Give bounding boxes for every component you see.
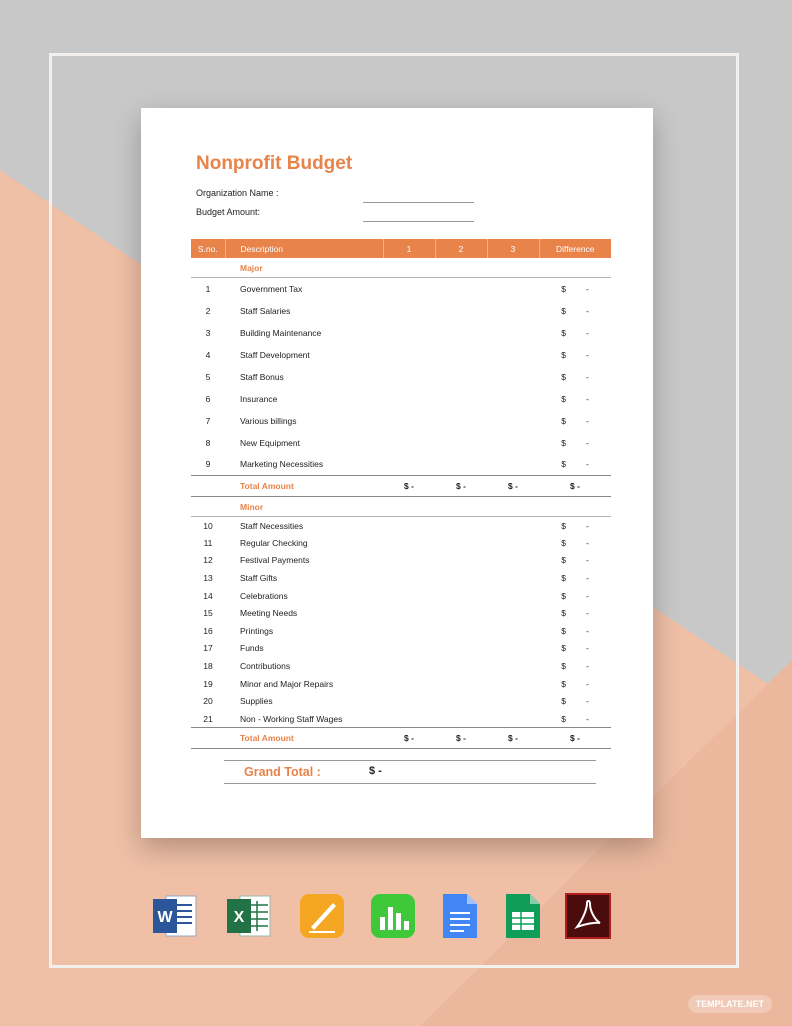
section-empty-cell [539, 497, 611, 517]
row-description: Staff Salaries [240, 305, 291, 316]
row-empty-cell [487, 300, 539, 322]
row-number: 4 [205, 349, 211, 360]
table-row [191, 604, 611, 622]
row-empty-cell [487, 640, 539, 658]
row-number: 10 [203, 520, 213, 531]
organization-name-line [363, 202, 474, 203]
table-row [191, 675, 611, 693]
grand-total-label: Grand Total : [244, 765, 321, 779]
row-empty-cell [383, 675, 435, 693]
row-description: Festival Payments [240, 555, 310, 566]
header-col-3: 3 [487, 239, 539, 258]
difference-dollar: $ [561, 537, 566, 548]
difference-dollar: $ [561, 555, 566, 566]
difference-dash: - [585, 573, 589, 584]
row-description: Meeting Needs [240, 608, 298, 619]
table-row [191, 322, 611, 344]
row-difference [539, 622, 611, 640]
svg-text:W: W [157, 909, 173, 926]
difference-dash: - [585, 305, 589, 316]
total-col-2: $ - [435, 476, 487, 497]
row-description: Non - Working Staff Wages [240, 713, 343, 724]
row-empty-cell [487, 454, 539, 476]
row-empty-cell [487, 322, 539, 344]
difference-dollar: $ [561, 393, 566, 404]
row-empty-cell [383, 454, 435, 476]
row-description: Supplies [240, 696, 273, 707]
row-number: 1 [205, 283, 211, 294]
table-row [191, 344, 611, 366]
table-row [191, 454, 611, 476]
table-row [191, 710, 611, 728]
row-difference [539, 552, 611, 570]
row-empty-cell [435, 534, 487, 552]
row-description: Regular Checking [240, 537, 308, 548]
row-description: Staff Necessities [240, 520, 304, 531]
row-description: Printings [240, 625, 274, 636]
row-empty-cell [487, 366, 539, 388]
section-empty-cell [487, 497, 539, 517]
total-spacer [191, 476, 225, 497]
difference-dollar: $ [561, 415, 566, 426]
row-number: 12 [203, 555, 213, 566]
row-empty-cell [487, 604, 539, 622]
row-empty-cell [383, 300, 435, 322]
row-difference [539, 432, 611, 454]
table-row [191, 552, 611, 570]
excel-icon[interactable] [226, 893, 272, 939]
row-difference [539, 534, 611, 552]
row-empty-cell [383, 344, 435, 366]
row-difference [539, 692, 611, 710]
section-empty-cell [383, 258, 435, 278]
row-empty-cell [487, 710, 539, 728]
header-description: Description [225, 239, 383, 258]
table-row [191, 300, 611, 322]
difference-dash: - [585, 520, 589, 531]
difference-dollar: $ [561, 696, 566, 707]
row-description: Funds [240, 643, 264, 654]
row-difference [539, 710, 611, 728]
total-col-1: $ - [383, 728, 435, 749]
acrobat-icon[interactable] [565, 893, 611, 939]
row-difference [539, 587, 611, 605]
header-sno: S.no. [191, 239, 225, 258]
row-empty-cell [383, 278, 435, 300]
table-header-row [191, 239, 611, 258]
row-difference [539, 604, 611, 622]
table-row [191, 640, 611, 658]
table-row [191, 366, 611, 388]
row-number: 3 [205, 327, 211, 338]
budget-table [191, 239, 611, 749]
row-description: Staff Bonus [240, 371, 284, 382]
row-empty-cell [383, 640, 435, 658]
app-icon-row [0, 893, 792, 943]
row-empty-cell [487, 622, 539, 640]
row-empty-cell [383, 604, 435, 622]
row-empty-cell [487, 344, 539, 366]
difference-dollar: $ [561, 661, 566, 672]
difference-dollar: $ [561, 520, 566, 531]
header-difference: Difference [539, 239, 611, 258]
row-empty-cell [435, 587, 487, 605]
row-difference [539, 366, 611, 388]
difference-dollar: $ [561, 371, 566, 382]
total-difference: $ - [539, 728, 611, 749]
row-empty-cell [435, 640, 487, 658]
document-page [141, 108, 653, 838]
row-empty-cell [435, 322, 487, 344]
table-row [191, 278, 611, 300]
section-empty-cell [539, 258, 611, 278]
row-description: Staff Gifts [240, 573, 278, 584]
google-docs-icon[interactable] [437, 893, 483, 939]
difference-dollar: $ [561, 349, 566, 360]
difference-dash: - [585, 713, 589, 724]
table-row [191, 517, 611, 535]
row-empty-cell [383, 432, 435, 454]
row-description: Contributions [240, 661, 291, 672]
budget-amount-label: Budget Amount: [196, 207, 261, 217]
row-number: 17 [203, 643, 213, 654]
row-difference [539, 410, 611, 432]
grand-total-row [224, 760, 596, 784]
row-number: 18 [203, 661, 213, 672]
difference-dollar: $ [561, 608, 566, 619]
difference-dash: - [585, 437, 589, 448]
difference-dash: - [585, 371, 589, 382]
pages-icon[interactable] [299, 893, 345, 939]
difference-dollar: $ [561, 713, 566, 724]
difference-dash: - [585, 459, 589, 470]
row-description: Minor and Major Repairs [240, 678, 334, 689]
row-difference [539, 388, 611, 410]
difference-dollar: $ [561, 327, 566, 338]
row-empty-cell [383, 322, 435, 344]
row-empty-cell [383, 552, 435, 570]
total-col-3: $ - [487, 728, 539, 749]
table-row [191, 622, 611, 640]
row-difference [539, 300, 611, 322]
row-description: Government Tax [240, 283, 303, 294]
section-spacer [191, 258, 225, 278]
document-title: Nonprofit Budget [196, 153, 353, 174]
table-row [191, 410, 611, 432]
row-empty-cell [435, 675, 487, 693]
difference-dash: - [585, 349, 589, 360]
row-empty-cell [435, 300, 487, 322]
difference-dash: - [585, 555, 589, 566]
row-empty-cell [383, 622, 435, 640]
row-empty-cell [435, 622, 487, 640]
difference-dash: - [585, 283, 589, 294]
difference-dollar: $ [561, 283, 566, 294]
row-description: Building Maintenance [240, 327, 322, 338]
row-empty-cell [487, 388, 539, 410]
row-number: 8 [205, 437, 211, 448]
row-description: Celebrations [240, 590, 288, 601]
table-row [191, 534, 611, 552]
row-number: 5 [205, 371, 211, 382]
table-row [191, 432, 611, 454]
row-number: 2 [205, 305, 211, 316]
row-empty-cell [383, 569, 435, 587]
row-empty-cell [435, 366, 487, 388]
difference-dollar: $ [561, 305, 566, 316]
row-empty-cell [435, 344, 487, 366]
row-number: 21 [203, 713, 213, 724]
row-empty-cell [487, 432, 539, 454]
row-empty-cell [435, 388, 487, 410]
word-icon[interactable] [152, 893, 198, 939]
organization-name-label: Organization Name : [196, 188, 279, 198]
header-col-2: 2 [435, 239, 487, 258]
row-empty-cell [487, 517, 539, 535]
row-number: 16 [203, 625, 213, 636]
row-number: 15 [203, 608, 213, 619]
difference-dollar: $ [561, 625, 566, 636]
row-description: New Equipment [240, 437, 301, 448]
numbers-icon[interactable] [370, 893, 416, 939]
row-empty-cell [487, 569, 539, 587]
difference-dollar: $ [561, 643, 566, 654]
total-spacer [191, 728, 225, 749]
row-empty-cell [383, 388, 435, 410]
row-empty-cell [487, 552, 539, 570]
row-difference [539, 344, 611, 366]
google-sheets-icon[interactable] [500, 893, 546, 939]
row-empty-cell [435, 410, 487, 432]
major-section-header [191, 258, 611, 278]
row-number: 19 [203, 678, 213, 689]
major-total-row [191, 476, 611, 497]
row-empty-cell [383, 410, 435, 432]
row-empty-cell [435, 710, 487, 728]
row-empty-cell [487, 534, 539, 552]
header-col-1: 1 [383, 239, 435, 258]
row-number: 20 [203, 696, 213, 707]
row-empty-cell [435, 569, 487, 587]
row-number: 11 [203, 537, 213, 548]
row-number: 14 [203, 590, 213, 601]
row-number: 6 [205, 393, 211, 404]
row-empty-cell [383, 366, 435, 388]
section-label: Minor [225, 497, 383, 517]
total-col-1: $ - [383, 476, 435, 497]
difference-dash: - [585, 537, 589, 548]
difference-dash: - [585, 643, 589, 654]
row-difference [539, 657, 611, 675]
minor-section-header [191, 497, 611, 517]
row-description: Insurance [240, 393, 278, 404]
total-label: Total Amount [225, 476, 383, 497]
total-col-3: $ - [487, 476, 539, 497]
row-empty-cell [383, 534, 435, 552]
section-spacer [191, 497, 225, 517]
row-empty-cell [487, 278, 539, 300]
difference-dash: - [585, 696, 589, 707]
row-empty-cell [435, 432, 487, 454]
row-empty-cell [435, 552, 487, 570]
total-col-2: $ - [435, 728, 487, 749]
table-row [191, 388, 611, 410]
table-row [191, 692, 611, 710]
row-difference [539, 454, 611, 476]
table-row [191, 657, 611, 675]
row-empty-cell [487, 587, 539, 605]
row-empty-cell [383, 692, 435, 710]
row-empty-cell [383, 587, 435, 605]
minor-total-row [191, 728, 611, 749]
row-difference [539, 278, 611, 300]
row-empty-cell [383, 517, 435, 535]
row-number: 7 [205, 415, 211, 426]
difference-dash: - [585, 415, 589, 426]
row-number: 9 [205, 459, 211, 470]
row-description: Staff Development [240, 349, 310, 360]
section-empty-cell [383, 497, 435, 517]
difference-dash: - [585, 625, 589, 636]
row-empty-cell [435, 692, 487, 710]
table-row [191, 569, 611, 587]
row-description: Various billings [240, 415, 297, 426]
difference-dollar: $ [561, 573, 566, 584]
difference-dollar: $ [561, 459, 566, 470]
section-empty-cell [435, 258, 487, 278]
section-empty-cell [435, 497, 487, 517]
total-difference: $ - [539, 476, 611, 497]
difference-dollar: $ [561, 678, 566, 689]
row-empty-cell [435, 604, 487, 622]
row-difference [539, 569, 611, 587]
row-difference [539, 640, 611, 658]
row-empty-cell [383, 657, 435, 675]
row-empty-cell [487, 675, 539, 693]
difference-dash: - [585, 608, 589, 619]
row-empty-cell [435, 657, 487, 675]
row-empty-cell [435, 454, 487, 476]
row-difference [539, 322, 611, 344]
row-difference [539, 675, 611, 693]
difference-dash: - [585, 678, 589, 689]
row-empty-cell [383, 710, 435, 728]
difference-dollar: $ [561, 437, 566, 448]
difference-dollar: $ [561, 590, 566, 601]
row-empty-cell [487, 410, 539, 432]
total-label: Total Amount [225, 728, 383, 749]
svg-text:X: X [233, 909, 245, 926]
row-number: 13 [203, 573, 213, 584]
row-difference [539, 517, 611, 535]
row-empty-cell [435, 278, 487, 300]
row-empty-cell [487, 692, 539, 710]
difference-dash: - [585, 327, 589, 338]
grand-total-value: $ - [369, 765, 382, 777]
difference-dash: - [585, 661, 589, 672]
brand-watermark: TEMPLATE.NET [688, 995, 772, 1013]
section-empty-cell [487, 258, 539, 278]
difference-dash: - [585, 590, 589, 601]
difference-dash: - [585, 393, 589, 404]
table-row [191, 587, 611, 605]
row-empty-cell [487, 657, 539, 675]
budget-amount-line [363, 221, 474, 222]
section-label: Major [225, 258, 383, 278]
row-description: Marketing Necessities [240, 459, 324, 470]
row-empty-cell [435, 517, 487, 535]
